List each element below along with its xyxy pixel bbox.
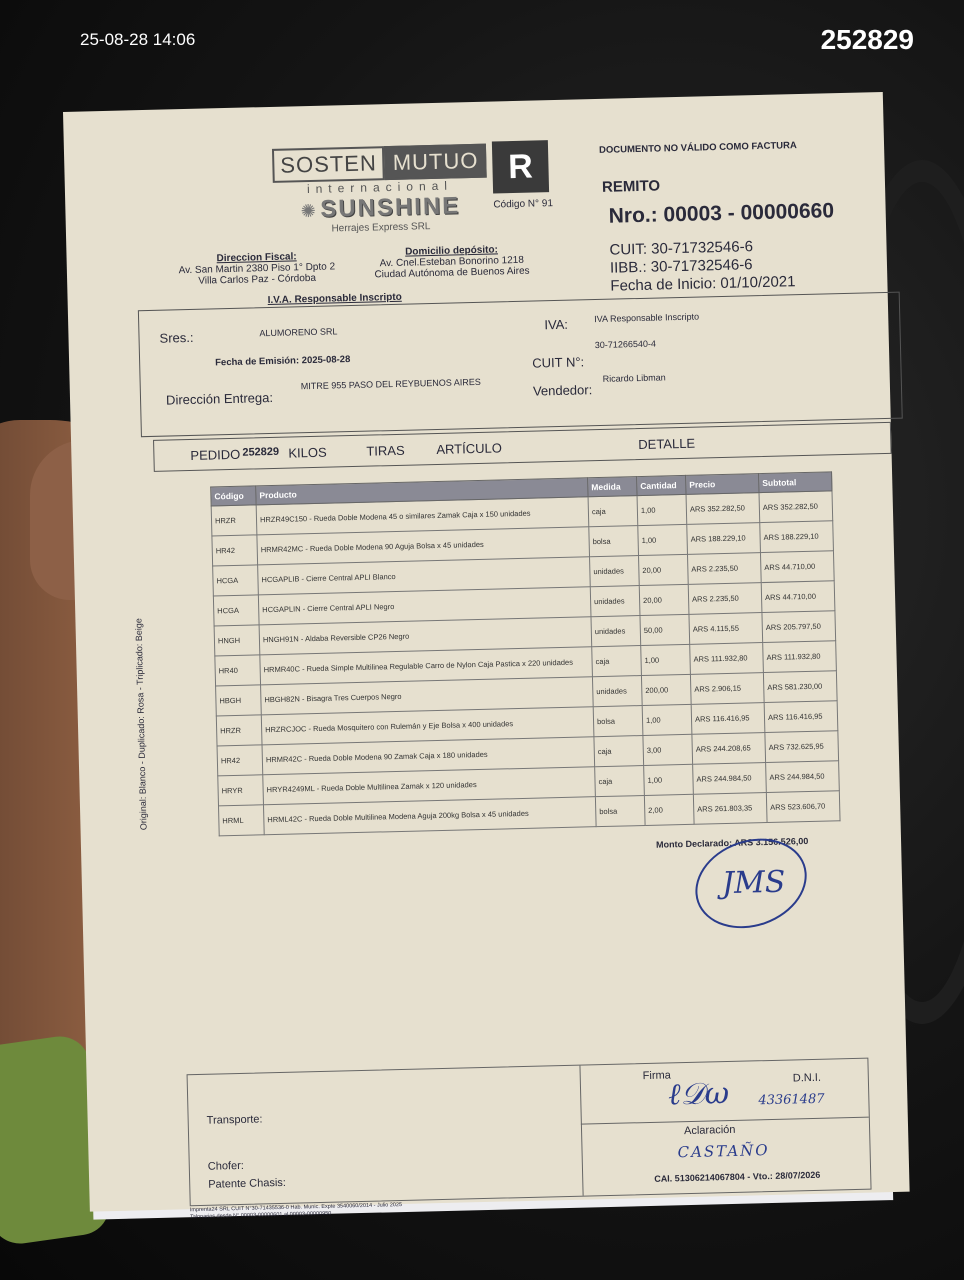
sres-value: ALUMORENO SRL (259, 326, 338, 339)
cell-subtotal: ARS 244.984,50 (766, 761, 840, 793)
vendedor-label: Vendedor: (532, 382, 593, 399)
iva-label: IVA: (544, 316, 569, 333)
fecha-inicio: Fecha de Inicio: 01/10/2021 (610, 273, 796, 295)
copy-color-legend: Original: Blanco - Duplicado: Rosa - Triplicado: Beige (133, 618, 149, 831)
cell-cantidad: 3,00 (643, 734, 693, 765)
footer-divider (579, 1066, 583, 1196)
cell-cantidad: 1,00 (641, 644, 691, 675)
footer-box (187, 1058, 872, 1207)
logo-mutuo: MUTUO (384, 144, 486, 180)
cell-cantidad: 2,00 (644, 794, 694, 825)
cell-cantidad: 20,00 (639, 584, 689, 615)
deposito-line1: Av. Cnel.Esteban Bonorino 1218 (379, 254, 524, 270)
cell-medida: bolsa (593, 706, 643, 737)
articulo-label: ARTÍCULO (436, 440, 503, 457)
imprenta-line2: Talonarios desde N° 00003-00000601 al 00003-00000950 (189, 1210, 332, 1221)
pedido-number: 252829 (242, 445, 280, 459)
cell-precio: ARS 2.906,15 (690, 673, 764, 705)
direccion-label: Dirección Entrega: (165, 389, 274, 408)
cell-producto: HRMR42C - Rueda Doble Modena 90 Zamak Caja x 180 unidades (262, 737, 595, 775)
cell-producto: HRZR49C150 - Rueda Doble Modena 45 o similares Zamak Caja x 150 unidades (256, 497, 589, 535)
iva-responsable: I.V.A. Responsable Inscripto (267, 291, 402, 307)
cell-subtotal: ARS 44.710,00 (760, 551, 834, 583)
client-box (138, 292, 903, 438)
cell-subtotal: ARS 352.282,50 (759, 491, 833, 523)
client-cuit-label: CUIT N°: (532, 354, 585, 371)
deposito-title: Domicilio depósito: (405, 244, 499, 258)
detalle-label: DETALLE (638, 435, 696, 453)
cell-cantidad: 20,00 (639, 554, 689, 585)
fiscal-title: Direccion Fiscal: (216, 251, 297, 265)
transporte-label: Transporte: (206, 1113, 263, 1127)
remito-number: Nro.: 00003 - 00000660 (608, 199, 835, 228)
cell-medida: unidades (591, 616, 641, 647)
kilos-label: KILOS (288, 444, 327, 461)
cell-codigo: HRML (219, 805, 265, 836)
cell-precio: ARS 116.416,95 (691, 703, 765, 735)
cell-codigo: HR42 (217, 745, 263, 776)
pedido-label: PEDIDO (190, 446, 241, 463)
cell-medida: unidades (590, 556, 640, 587)
cell-codigo: HRYR (218, 775, 264, 806)
cell-precio: ARS 244.208,65 (692, 733, 766, 765)
sun-icon: ✺ (300, 200, 317, 222)
cell-producto: HCGAPLIB - Cierre Central APLI Blanco (258, 557, 591, 595)
cell-precio: ARS 352.282,50 (686, 493, 760, 525)
photo-number: 252829 (820, 24, 914, 55)
fecha-emision: Fecha de Emisión: 2025-08-28 (215, 354, 351, 369)
cell-codigo: HBGH (216, 685, 262, 716)
remito-document (63, 92, 910, 1221)
cell-medida: bolsa (595, 795, 645, 826)
cai-label: CAI. 51306214067804 - Vto.: 28/07/2026 (654, 1169, 821, 1184)
cell-medida: unidades (592, 676, 642, 707)
client-cuit-value: 30-71266540-4 (594, 338, 657, 351)
col-producto: Producto (256, 478, 588, 505)
direccion-value: MITRE 955 PASO DEL REYBUENOS AIRES (300, 376, 481, 392)
domicilio-deposito (356, 243, 547, 281)
cell-precio: ARS 244.984,50 (693, 763, 767, 795)
cell-subtotal: ARS 111.932,80 (763, 641, 837, 673)
firma-scribble: ℓ𝒟ω (667, 1076, 730, 1113)
cell-precio: ARS 2.235,50 (687, 553, 761, 585)
doc-letter-box: R (492, 140, 549, 193)
cell-producto: HRML42C - Rueda Doble Multilinea Modena Aguja 200kg Bolsa x 45 unidades (263, 797, 596, 835)
cell-cantidad: 200,00 (641, 674, 691, 705)
logo-internacional: internacional (306, 178, 454, 197)
cell-codigo: HRZR (216, 715, 262, 746)
cell-codigo: HNGH (214, 625, 260, 656)
aclaracion-label: Aclaración (683, 1123, 736, 1138)
logo-sosten: SOSTEN (272, 146, 385, 183)
cell-subtotal: ARS 205.797,50 (762, 611, 836, 643)
cell-producto: HRMR42MC - Rueda Doble Modena 90 Aguja Bolsa x 45 unidades (257, 527, 590, 565)
cell-medida: unidades (590, 586, 640, 617)
items-body (211, 491, 840, 836)
cell-precio: ARS 111.932,80 (690, 643, 764, 675)
cell-subtotal: ARS 116.416,95 (764, 701, 838, 733)
imprenta-line1: Imprenta24 SRL CUIT N°30-71435536-0 Hab. Munic. Expte 3540060/2014 - Julio 2025 (189, 1202, 403, 1214)
cell-cantidad: 1,00 (638, 524, 688, 555)
cell-subtotal: ARS 732.625,95 (765, 731, 839, 763)
iva-value: IVA Responsable Inscripto (594, 311, 700, 325)
cell-codigo: HCGA (213, 595, 259, 626)
cell-medida: caja (595, 766, 645, 797)
cell-subtotal: ARS 44.710,00 (761, 581, 835, 613)
cell-codigo: HR42 (212, 535, 258, 566)
company-logo (272, 144, 488, 236)
cell-producto: HNGH91N - Aldaba Reversible CP26 Negro (259, 617, 592, 655)
cell-subtotal: ARS 523.606,70 (766, 791, 840, 823)
cell-medida: caja (588, 496, 638, 527)
cell-subtotal: ARS 188.229,10 (760, 521, 834, 553)
col-subtotal: Subtotal (759, 472, 832, 493)
signature-ink: JMS (721, 864, 786, 902)
cell-precio: ARS 188.229,10 (687, 523, 761, 555)
codigo: Código N° 91 (493, 198, 554, 211)
cell-producto: HRYR4249ML - Rueda Doble Multilinea Zamak x 120 unidades (263, 767, 596, 805)
cell-producto: HCGAPLIN - Cierre Central APLI Negro (258, 587, 591, 625)
firma-label: Firma (642, 1069, 671, 1083)
deposito-line2: Ciudad Autónoma de Buenos Aires (374, 265, 530, 281)
aclaracion-value: CASTAÑO (677, 1141, 770, 1162)
cell-codigo: HR40 (215, 655, 261, 686)
emisor-iibb: IIBB.: 30-71732546-6 (609, 256, 753, 277)
col-precio: Precio (686, 474, 759, 495)
cell-codigo: HCGA (213, 565, 259, 596)
cell-producto: HRZRCJOC - Rueda Mosquitero con Rulemán y Eje Bolsa x 400 unidades (261, 707, 594, 745)
cell-precio: ARS 2.235,50 (688, 583, 762, 615)
col-cantidad: Cantidad (637, 475, 686, 495)
logo-sunshine: SUNSHINE (319, 192, 461, 223)
cell-medida: caja (592, 646, 642, 677)
photo-timestamp: 25-08-28 14:06 (80, 30, 196, 49)
vendedor-value: Ricardo Libman (602, 372, 666, 384)
chofer-label: Chofer: (207, 1159, 245, 1173)
dni-value: 43361487 (758, 1091, 825, 1109)
cell-cantidad: 1,00 (644, 764, 694, 795)
cell-cantidad: 50,00 (640, 614, 690, 645)
tiras-label: TIRAS (366, 442, 405, 459)
cell-codigo: HRZR (211, 505, 257, 536)
remito-title: REMITO (601, 177, 661, 196)
logo-company: Herrajes Express SRL (331, 221, 431, 235)
sres-label: Sres.: (159, 329, 194, 346)
cell-subtotal: ARS 581.230,00 (763, 671, 837, 703)
direccion-fiscal (167, 250, 348, 287)
emisor-cuit: CUIT: 30-71732546-6 (609, 238, 754, 259)
dni-label: D.N.I. (792, 1071, 822, 1085)
items-table (210, 471, 840, 836)
monto-declarado: Monto Declarado: ARS 3.156.526,00 (655, 836, 809, 850)
no-valido-label: DOCUMENTO NO VÁLIDO COMO FACTURA (598, 140, 797, 156)
cell-cantidad: 1,00 (637, 494, 687, 525)
cell-medida: caja (594, 736, 644, 767)
patente-label: Patente Chasis: (208, 1176, 287, 1191)
fiscal-line1: Av. San Martin 2380 Piso 1° Dpto 2 (178, 261, 336, 277)
col-medida: Medida (588, 477, 637, 497)
cell-producto: HBGH82N - Bisagra Tres Cuerpos Negro (261, 677, 594, 715)
fiscal-line2: Villa Carlos Paz - Córdoba (198, 272, 317, 287)
cell-precio: ARS 4.115,55 (689, 613, 763, 645)
cell-precio: ARS 261.803,35 (693, 793, 767, 825)
cell-medida: bolsa (589, 526, 639, 557)
cell-cantidad: 1,00 (642, 704, 692, 735)
cell-producto: HRMR40C - Rueda Simple Multilinea Regulable Carro de Nylon Caja Pastica x 220 unidades (260, 647, 593, 685)
col-codigo: Código (211, 486, 256, 506)
